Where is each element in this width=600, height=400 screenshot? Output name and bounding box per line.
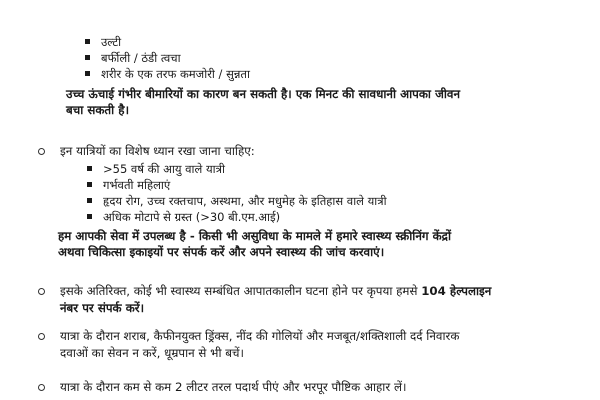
circle-bullet-icon xyxy=(38,333,45,340)
special-care-block: इन यात्रियों का विशेष ध्यान रखा जाना चाहिए: xyxy=(60,143,255,160)
list-item: गर्भवती महिलाएं xyxy=(103,177,387,193)
list-item: अधिक मोटापे से ग्रस्त (>30 बी.एम.आई) xyxy=(103,209,387,225)
helpline-block: इसके अतिरिक्त, कोई भी स्वास्थ्य सम्बंधित आपातकालीन घटना होने पर कृपया हमसे 104 हेल्पलाइन नंबर पर संपर्क करें। xyxy=(60,283,491,317)
square-bullet-icon xyxy=(85,71,90,76)
square-bullet-icon xyxy=(87,214,92,219)
symptom-list xyxy=(101,34,250,82)
list-item: हृदय रोग, उच्च रक्तचाप, अस्थमा, और मधुमेह के इतिहास वाले यात्री xyxy=(103,193,387,209)
square-bullet-icon xyxy=(85,39,90,44)
circle-bullet-icon xyxy=(38,384,45,391)
square-bullet-icon xyxy=(87,182,92,187)
service-notice: हम आपकी सेवा में उपलब्ध है - किसी भी असुविधा के मामले में हमारे स्वास्थ्य स्क्रीनिंग केंद्रों अथवा चिकित्सा इकाइयों पर संपर्क करें और अपने स्वास्थ्य की जांच करवाएं। xyxy=(58,229,451,259)
special-care-list xyxy=(103,161,387,225)
square-bullet-icon xyxy=(87,166,92,171)
avoid-substances-block: यात्रा के दौरान शराब, कैफीनयुक्त ड्रिंक्स, नींद की गोलियों और मजबूत/शक्तिशाली दर्द निवारक दवाओं का सेवन न करें, धूम्रपान से भी बचें। xyxy=(60,328,459,362)
square-bullet-icon xyxy=(87,198,92,203)
list-item: शरीर के एक तरफ कमजोरी / सुन्नता xyxy=(101,66,250,82)
helpline-number: 104 हेल्पलाइन xyxy=(421,284,492,298)
altitude-warning: उच्च ऊंचाई गंभीर बीमारियों का कारण बन सकती है। एक मिनट की सावधानी आपका जीवन बचा सकती है। xyxy=(66,87,461,117)
square-bullet-icon xyxy=(85,55,90,60)
circle-bullet-icon xyxy=(38,288,45,295)
hydration-block: यात्रा के दौरान कम से कम 2 लीटर तरल पदार्थ पीएं और भरपूर पौष्टिक आहार लें। xyxy=(60,379,406,396)
list-item: उल्टी xyxy=(101,34,250,50)
circle-bullet-icon xyxy=(38,148,45,155)
list-item: >55 वर्ष की आयु वाले यात्री xyxy=(103,161,387,177)
list-item: बर्फीली / ठंडी त्वचा xyxy=(101,50,250,66)
